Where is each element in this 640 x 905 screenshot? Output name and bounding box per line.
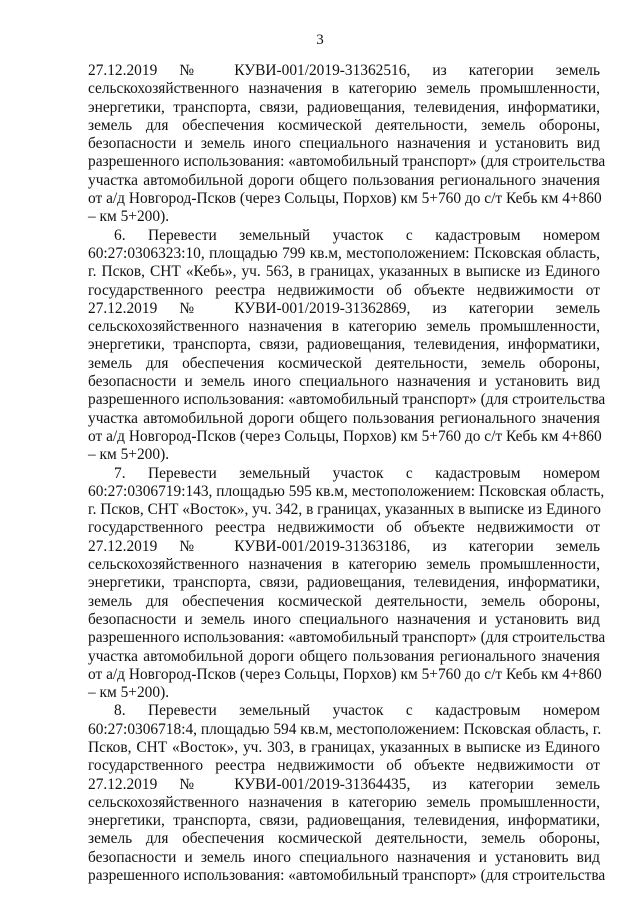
text-line: 8. Перевести земельный участок с кадастровым номером [114,702,600,720]
text-line: разрешенного использования: «автомобильный транспорт» (для строительства [88,867,606,885]
text-line: – км 5+200). [88,446,170,464]
text-line: – км 5+200). [88,208,170,226]
text-line: 7. Перевести земельный участок с кадастровым номером [114,464,600,482]
text-line: земель для обеспечения космической деятельности, земель обороны, [88,592,600,610]
text-line: сельскохозяйственного назначения в категорию земель промышленности, [88,556,600,574]
text-line: 6. Перевести земельный участок с кадастровым номером [114,226,600,244]
text-line: участка автомобильной дороги общего пользования регионального значения [88,409,600,427]
page-number: 3 [316,32,324,48]
text-line: разрешенного использования: «автомобильный транспорт» (для строительства [88,153,606,171]
text-line: государственного реестра недвижимости об объекте недвижимости от [88,757,600,775]
text-line: г. Псков, СНТ «Кебь», уч. 563, в границах, указанных в выписке из Единого [88,263,600,281]
text-line: 60:27:0306323:10, площадью 799 кв.м, местоположением: Псковская область, [88,244,600,262]
text-line: 60:27:0306718:4, площадью 594 кв.м, местоположением: Псковская область, г. [88,720,602,738]
text-line: государственного реестра недвижимости об объекте недвижимости от [88,519,600,537]
text-line: сельскохозяйственного назначения в категорию земель промышленности, [88,793,600,811]
text-line: энергетики, транспорта, связи, радиовещания, телевидения, информатики, [88,574,600,592]
text-line: сельскохозяйственного назначения в категорию земель промышленности, [88,318,600,336]
text-line: от а/д Новгород-Псков (через Сольцы, Порхов) км 5+760 до с/т Кебь км 4+860 [88,665,602,683]
text-line: разрешенного использования: «автомобильный транспорт» (для строительства [88,391,606,409]
text-line: безопасности и земель иного специального назначения и установить вид [88,848,600,866]
text-line: безопасности и земель иного специального назначения и установить вид [88,135,600,153]
text-line: – км 5+200). [88,684,170,702]
text-line: участка автомобильной дороги общего пользования регионального значения [88,171,600,189]
text-line: 27.12.2019 № КУВИ-001/2019-31364435, из категории земель [88,775,600,793]
text-line: 27.12.2019 № КУВИ-001/2019-31363186, из категории земель [88,537,600,555]
text-line: безопасности и земель иного специального назначения и установить вид [88,373,600,391]
text-line: земель для обеспечения космической деятельности, земель обороны, [88,116,600,134]
text-line: г. Псков, СНТ «Восток», уч. 342, в границах, указанных в выписке из Единого [88,501,601,519]
text-line: государственного реестра недвижимости об объекте недвижимости от [88,281,600,299]
document-body [88,62,606,885]
text-line: разрешенного использования: «автомобильный транспорт» (для строительства [88,629,606,647]
text-line: энергетики, транспорта, связи, радиовещания, телевидения, информатики, [88,336,600,354]
text-line: энергетики, транспорта, связи, радиовещания, телевидения, информатики, [88,98,600,116]
text-line: энергетики, транспорта, связи, радиовещания, телевидения, информатики, [88,812,600,830]
text-line: 27.12.2019 № КУВИ-001/2019-31362516, из категории земель [88,62,600,79]
text-line: 27.12.2019 № КУВИ-001/2019-31362869, из категории земель [88,299,600,317]
text-line: от а/д Новгород-Псков (через Сольцы, Порхов) км 5+760 до с/т Кебь км 4+860 [88,427,602,445]
text-line: земель для обеспечения космической деятельности, земель обороны, [88,830,600,848]
text-line: безопасности и земель иного специального назначения и установить вид [88,610,600,628]
text-line: Псков, СНТ «Восток», уч. 303, в границах, указанных в выписке из Единого [88,738,600,756]
text-line: 60:27:0306719:143, площадью 595 кв.м, местоположением: Псковская область, [88,482,605,500]
text-line: сельскохозяйственного назначения в категорию земель промышленности, [88,80,600,98]
text-line: участка автомобильной дороги общего пользования регионального значения [88,647,600,665]
text-line: от а/д Новгород-Псков (через Сольцы, Порхов) км 5+760 до с/т Кебь км 4+860 [88,190,602,208]
text-line: земель для обеспечения космической деятельности, земель обороны, [88,354,600,372]
